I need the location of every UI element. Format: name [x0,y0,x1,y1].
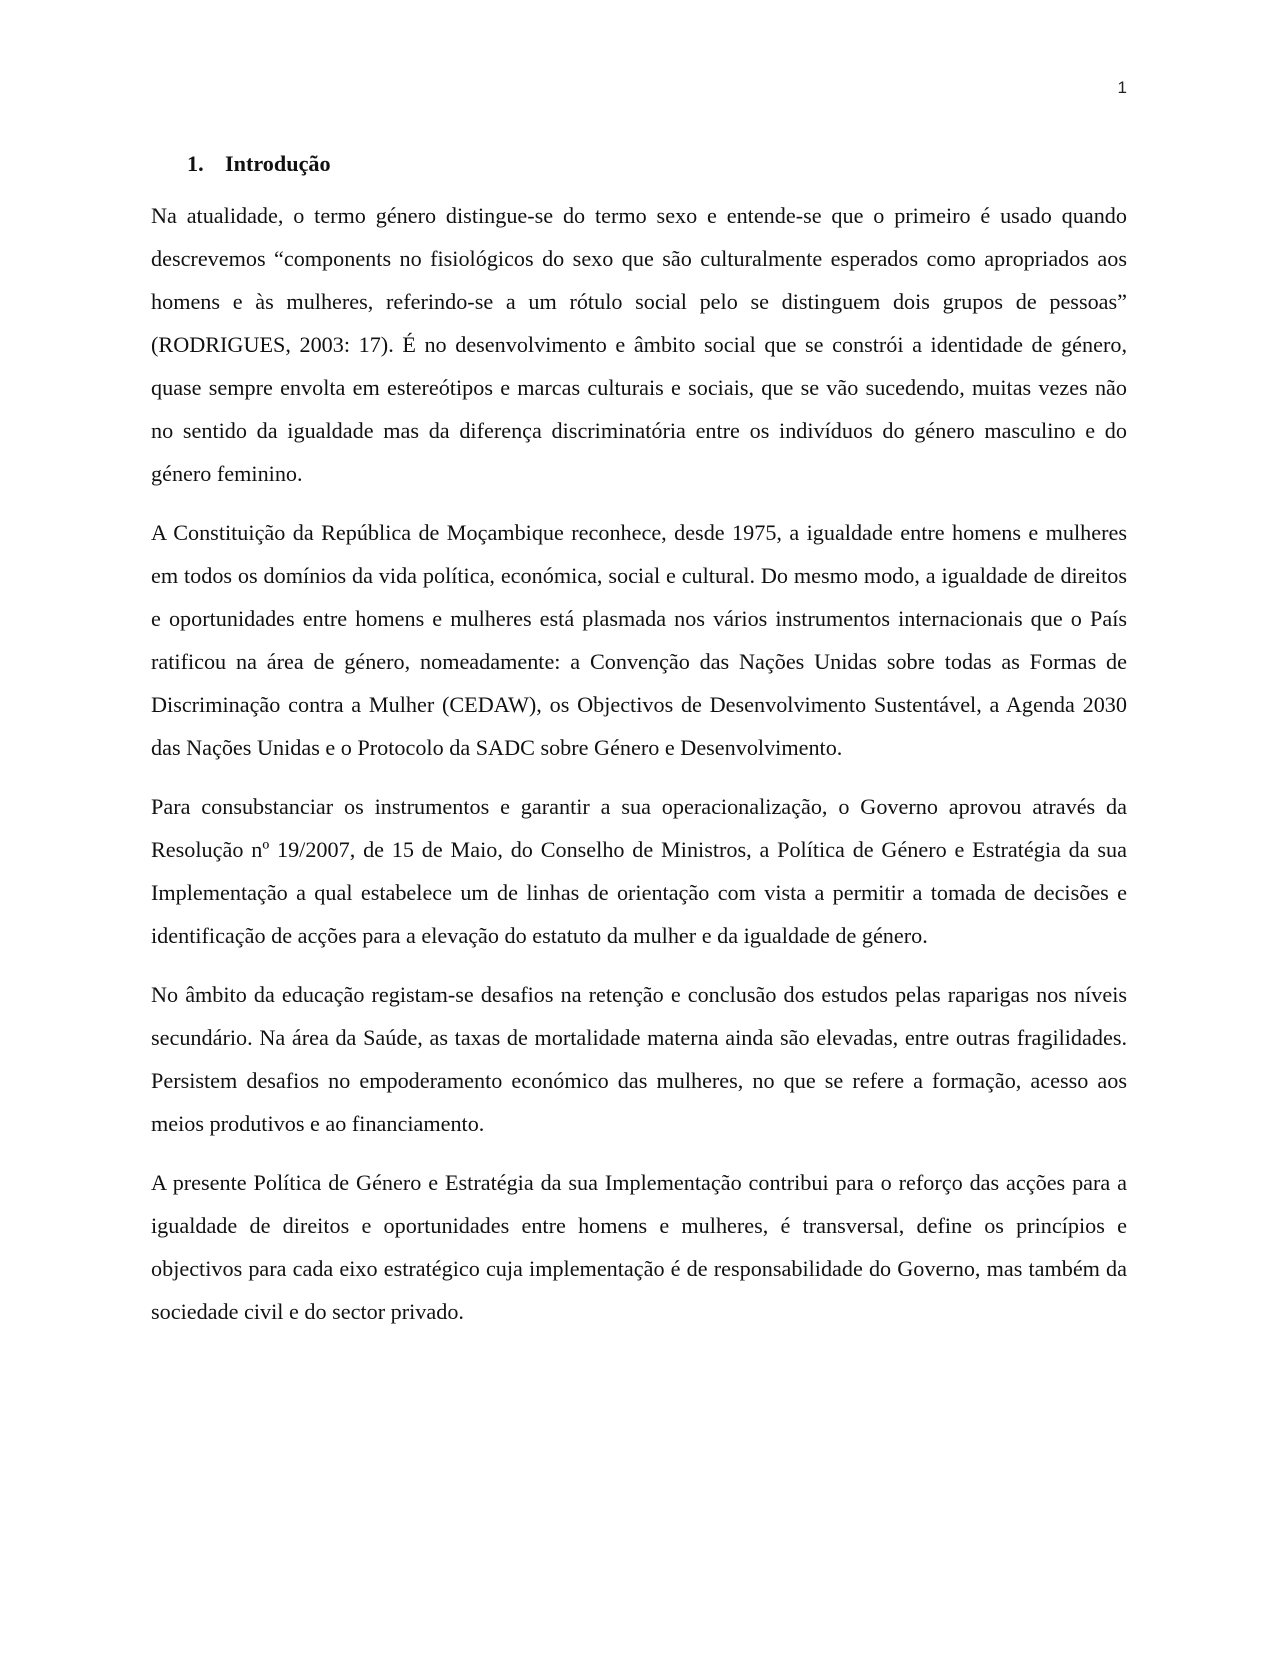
paragraph-2: A Constituição da República de Moçambique reconhece, desde 1975, a igualdade entre homens e mulheres em todos os domínios da vida política, económica, social e cultural. Do mesmo modo, a igualdade de direitos e oportunidades entre homens e mulheres está plasmada nos vários instrumentos internacionais que o País ratificou na área de género, nomeadamente: a Convenção das Nações Unidas sobre todas as Formas de Discriminação contra a Mulher (CEDAW), os Objectivos de Desenvolvimento Sustentável, a Agenda 2030 das Nações Unidas e o Protocolo da SADC sobre Género e Desenvolvimento. [151,520,1127,760]
page-number: 1 [1117,78,1127,97]
section-number: 1. [187,151,204,176]
paragraph-4: No âmbito da educação registam-se desafios na retenção e conclusão dos estudos pelas raparigas nos níveis secundário. Na área da Saúde, as taxas de mortalidade materna ainda são elevadas, entre outras fragilidades. Persistem desafios no empoderamento económico das mulheres, no que se refere a formação, acesso aos meios produtivos e ao financiamento. [151,982,1127,1136]
paragraph-5: A presente Política de Género e Estratégia da sua Implementação contribui para o reforço das acções para a igualdade de direitos e oportunidades entre homens e mulheres, é transversal, define os princípios e objectivos para cada eixo estratégico cuja implementação é de responsabilidade do Governo, mas também da sociedade civil e do sector privado. [151,1170,1127,1324]
document-body [151,148,1127,1349]
paragraph-3: Para consubstanciar os instrumentos e garantir a sua operacionalização, o Governo aprovou através da Resolução nº 19/2007, de 15 de Maio, do Conselho de Ministros, a Política de Género e Estratégia da sua Implementação a qual estabelece um de linhas de orientação com vista a permitir a tomada de decisões e identificação de acções para a elevação do estatuto da mulher e da igualdade de género. [151,794,1127,948]
paragraph-1: Na atualidade, o termo género distingue-se do termo sexo e entende-se que o primeiro é usado quando descrevemos “components no fisiológicos do sexo que são culturalmente esperados como apropriados aos homens e às mulheres, referindo-se a um rótulo social pelo se distinguem dois grupos de pessoas” (RODRIGUES, 2003: 17). É no desenvolvimento e âmbito social que se constrói a identidade de género, quase sempre envolta em estereótipos e marcas culturais e sociais, que se vão sucedendo, muitas vezes não no sentido da igualdade mas da diferença discriminatória entre os indivíduos do género masculino e do género feminino. [151,203,1127,486]
section-heading [151,148,1127,180]
section-title: Introdução [225,151,331,176]
